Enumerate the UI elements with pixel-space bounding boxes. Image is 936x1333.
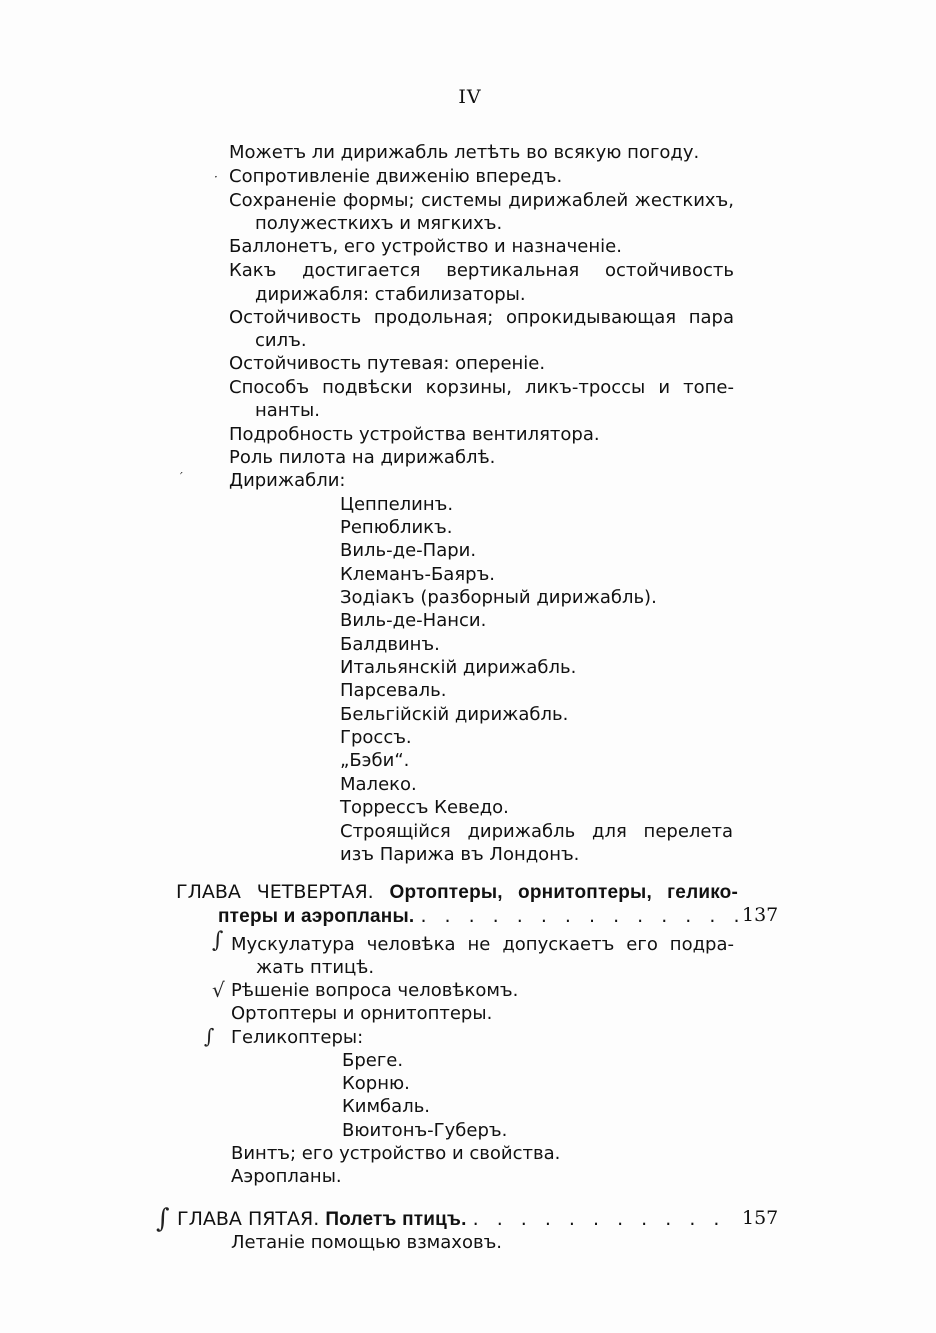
pencil-check-icon: √ (212, 978, 225, 1002)
airship-item: „Бэби“. (340, 750, 410, 771)
helicopter-item: Кимбаль. (342, 1096, 431, 1117)
airship-item: Бельгійскій дирижабль. (340, 704, 569, 725)
toc-item-continuation: полужесткихъ и мягкихъ. (255, 213, 503, 234)
airship-item: Зодіакъ (разборный дирижабль). (340, 587, 657, 608)
toc-item: Роль пилота на дирижаблѣ. (229, 447, 496, 468)
helicopter-item: Корню. (342, 1073, 410, 1094)
toc-item: Сохраненіе формы; системы дирижаблей жесткихъ, (229, 190, 734, 211)
airship-item: Балдвинъ. (340, 634, 440, 655)
airship-item: Виль-де-Пари. (340, 540, 477, 561)
chapter-4-title: Ортоптеры, орнитоптеры, гелико- (389, 882, 739, 903)
helicopter-item: Бреге. (342, 1050, 404, 1071)
airship-item-continuation: изъ Парижа въ Лондонъ. (340, 844, 580, 865)
airship-item: Репюбликъ. (340, 517, 453, 538)
airship-item: Парсеваль. (340, 680, 447, 701)
chapter-5-title: Полетъ птицъ. (325, 1209, 467, 1230)
airship-item: Клеманъ-Баяръ. (340, 564, 496, 585)
chapter-4-heading-line2 (218, 904, 746, 929)
pencil-dot-icon: · (214, 170, 218, 184)
airship-item: Торрессъ Кеведо. (340, 797, 509, 818)
toc-item: Винтъ; его устройство и свойства. (231, 1143, 561, 1164)
chapter-5-page: 157 (742, 1207, 779, 1229)
airship-item: Итальянскій дирижабль. (340, 657, 577, 678)
toc-item-continuation: дирижабля: стабилизаторы. (255, 284, 526, 305)
chapter-5-label: ГЛАВА ПЯТАЯ. (177, 1208, 320, 1230)
page-number: IV (458, 86, 482, 108)
toc-item-continuation: нанты. (255, 400, 320, 421)
airship-item: Строящійся дирижабль для перелета (340, 821, 733, 842)
chapter-4-page: 137 (742, 904, 779, 926)
toc-item: Можетъ ли дирижабль летѣть во всякую погоду. (229, 142, 700, 163)
chapter-4-heading (176, 880, 738, 905)
pencil-mark-icon: ∫ (156, 1204, 170, 1234)
toc-item: Геликоптеры: (231, 1027, 364, 1048)
toc-item: Какъ достигается вертикальная остойчивость (229, 260, 734, 281)
pencil-mark-icon: ∫ (204, 1024, 215, 1048)
toc-item: Ортоптеры и орнитоптеры. (231, 1003, 493, 1024)
toc-item: Способъ подвѣски корзины, ликъ-троссы и топе- (229, 377, 734, 398)
chapter-5-heading (177, 1207, 725, 1232)
toc-item: Мускулатура человѣка не допускаетъ его подра- (231, 934, 734, 955)
toc-item: Летаніе помощью взмаховъ. (231, 1232, 503, 1253)
toc-item: Аэропланы. (231, 1166, 342, 1187)
toc-item: Дирижабли: (229, 470, 346, 491)
airship-item: Малеко. (340, 774, 417, 795)
toc-item: Остойчивость путевая: опереніе. (229, 353, 546, 374)
toc-item: Рѣшеніе вопроса человѣкомъ. (231, 980, 519, 1001)
toc-item: Сопротивленіе движенію впередъ. (229, 166, 563, 187)
airship-item: Виль-де-Нанси. (340, 610, 487, 631)
helicopter-item: Вюитонъ-Губеръ. (342, 1120, 508, 1141)
toc-item: Баллонетъ, его устройство и назначеніе. (229, 236, 622, 257)
pencil-mark-icon: ∫ (212, 928, 224, 953)
toc-item: Подробность устройства вентилятора. (229, 424, 600, 445)
airship-item: Цеппелинъ. (340, 494, 454, 515)
pencil-tick-icon: ′ (180, 470, 183, 484)
chapter-4-title-cont: птеры и аэропланы. (218, 906, 415, 927)
toc-item-continuation: жать птицѣ. (256, 957, 375, 978)
airship-item: Гроссъ. (340, 727, 412, 748)
leader-dots: . . . . . . . . . . . . . . (420, 905, 746, 927)
chapter-4-label: ГЛАВА ЧЕТВЕРТАЯ. (176, 881, 374, 903)
toc-item-continuation: силъ. (255, 330, 307, 351)
toc-item: Остойчивость продольная; опрокидывающая пара (229, 307, 734, 328)
leader-dots: . . . . . . . . . . . (472, 1208, 726, 1230)
